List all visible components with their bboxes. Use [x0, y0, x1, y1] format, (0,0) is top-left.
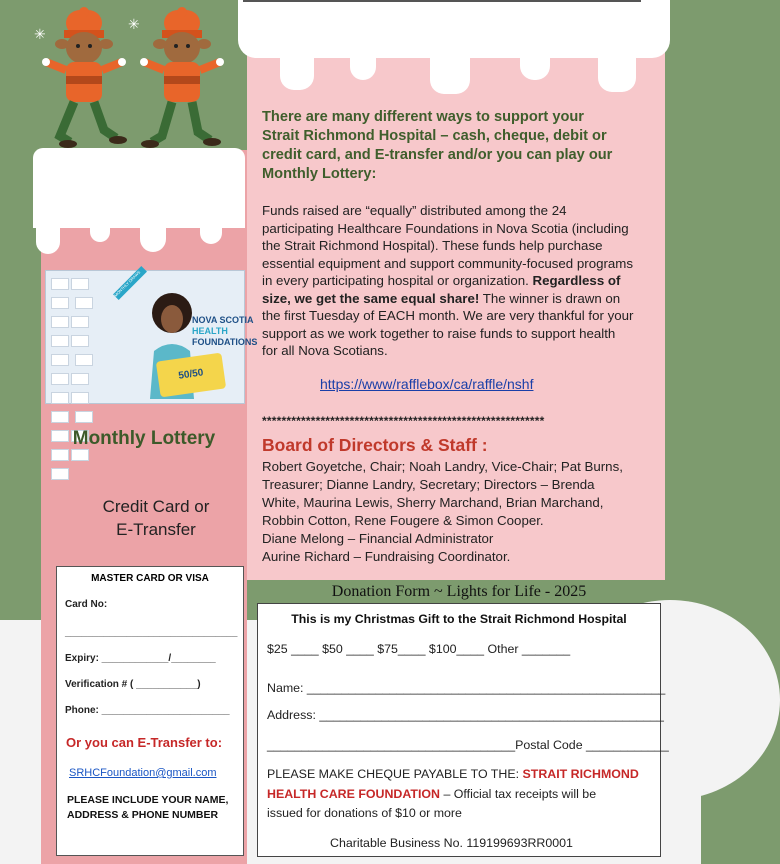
promo-ribbon: MONTHLY DRAWS: [113, 266, 147, 300]
snow-drip: [598, 50, 636, 92]
snow-drip: [430, 50, 470, 94]
credit-card-form: [56, 566, 244, 856]
donation-form-title: Donation Form ~ Lights for Life - 2025: [331, 583, 587, 600]
cc-line1: Credit Card or: [102, 497, 210, 516]
description-emphasis: Regardless of size, we get the same equal share!: [262, 273, 621, 306]
credit-card-etransfer-heading: [41, 495, 271, 541]
charitable-number: Charitable Business No. 119199693RR0001: [330, 836, 573, 850]
financial-administrator: Diane Melong – Financial Administrator: [262, 531, 494, 546]
donation-heading: This is my Christmas Gift to the Strait Richmond Hospital: [291, 612, 627, 626]
raffle-link[interactable]: https://www/rafflebox/ca/raffle/nshf: [320, 376, 534, 392]
fundraising-coordinator: Aurine Richard – Fundraising Coordinator.: [262, 549, 511, 564]
top-border: [243, 0, 641, 2]
snowflake-icon: ✳: [128, 16, 140, 32]
nova-scotia-5050-promo-image: [45, 269, 258, 404]
etransfer-email-link[interactable]: SRHCFoundation@gmail.com: [69, 767, 217, 779]
star-divider: **********************************************************: [262, 414, 545, 428]
cheque-instructions-line3: issued for donations of $10 or more: [267, 806, 462, 820]
snow-drip: [280, 50, 314, 90]
cheque-suffix: – Official tax receipts will be: [440, 787, 597, 801]
snow-drip: [350, 50, 376, 80]
etransfer-heading: Or you can E-Transfer to:: [66, 735, 223, 750]
snow-drip: [36, 220, 60, 254]
lottery-description: [262, 202, 634, 360]
cheque-instructions-line1: [267, 767, 639, 781]
5050-ticket: 50/50: [156, 353, 226, 398]
monthly-lottery-heading: Monthly Lottery: [72, 428, 216, 449]
include-instructions: PLEASE INCLUDE YOUR NAME, ADDRESS & PHONE NUMBER: [67, 794, 229, 821]
snowflake-icon: ✳: [34, 26, 46, 42]
expiry-field[interactable]: Expiry: ____________/________: [65, 653, 216, 664]
cc-line2: E-Transfer: [116, 520, 196, 539]
payee-name-part2: HEALTH CARE FOUNDATION: [267, 787, 440, 801]
board-heading: Board of Directors & Staff :: [262, 435, 488, 455]
intro-text: There are many different ways to support your Strait Richmond Hospital – cash, cheque, debit or credit card, and E-transfer and/or you can play our Monthly Lottery:: [262, 109, 613, 182]
description-part2: The winner is drawn on the first Tuesday of EACH month. We are very thankful for your support as we work together to raise funds to support health for all Nova Scotians.: [262, 290, 634, 358]
board-list: Robert Goyetche, Chair; Noah Landry, Vice-Chair; Pat Burns, Treasurer; Dianne Landry, Secretary; Directors – Brenda White, Maurina Lewis, Sherry Marchand, Brian Marchand, Robbin Cotton, Rene Fougere & Simon Cooper.: [262, 459, 623, 528]
payee-name-part1: STRAIT RICHMOND: [522, 767, 639, 781]
elf-illustration-right: [138, 6, 228, 166]
cheque-prefix: PLEASE MAKE CHEQUE PAYABLE TO THE:: [267, 767, 523, 781]
postal-code-field[interactable]: ____________________________________Postal Code ____________: [267, 738, 669, 752]
snow-drip: [140, 220, 166, 252]
donation-amount-options[interactable]: $25 ____ $50 ____ $75____ $100____ Other _______: [267, 642, 571, 656]
description-part1: Funds raised are “equally” distributed among the 24 participating Healthcare Foundations in Nova Scotia (including the Strait Richmond Hospital). These funds help purchase essential equipment and support community-focused programs in every participating hospital or organization.: [262, 203, 634, 288]
card-number-label: Card No:: [65, 599, 108, 610]
donor-address-field[interactable]: Address: __________________________________________________: [267, 708, 664, 722]
donor-name-field[interactable]: Name: ____________________________________________________: [267, 681, 666, 695]
snow-drip: [520, 50, 550, 80]
snow-drip: [200, 220, 222, 244]
ns-foundations-logo-text: NOVA SCOTIA HEALTH FOUNDATIONS: [192, 315, 258, 347]
verification-field[interactable]: Verification # ( ___________): [65, 679, 201, 690]
card-number-field[interactable]: _______________________________: [65, 627, 238, 638]
foundation-logos: [50, 277, 108, 395]
payment-title: MASTER CARD OR VISA: [91, 573, 209, 584]
board-members: [262, 458, 632, 566]
snow-drip: [90, 220, 110, 242]
elf-illustration-left: [40, 6, 130, 166]
donation-form: [257, 603, 669, 857]
cheque-instructions-line2: [267, 787, 596, 801]
phone-field[interactable]: Phone: _______________________: [65, 705, 230, 716]
